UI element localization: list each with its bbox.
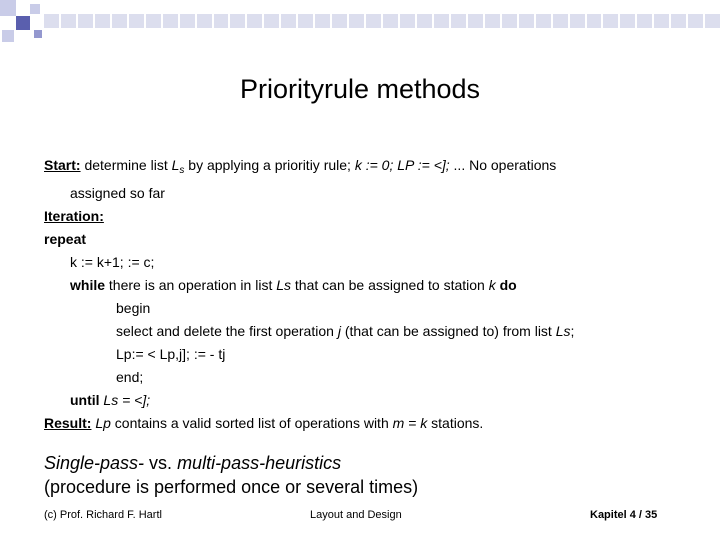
while-line: while there is an operation in list Ls that can be assigned to station k do xyxy=(70,277,517,293)
heuristics-line-1: Single-pass- vs. multi-pass-heuristics xyxy=(44,453,342,473)
heuristics-note xyxy=(44,451,418,499)
heuristics-line-2: (procedure is performed once or several times) xyxy=(44,477,419,497)
k-increment-line: k := k+1; := c; xyxy=(70,254,155,270)
footer-author: (c) Prof. Richard F. Hartl xyxy=(44,509,162,521)
select-line: select and delete the first operation j (that can be assigned to) from list Ls; xyxy=(116,323,575,339)
algorithm-body xyxy=(44,154,684,435)
lp-update-line: Lp:= < Lp,j]; := - tj xyxy=(116,346,226,362)
begin-line: begin xyxy=(116,300,151,316)
repeat-keyword: repeat xyxy=(44,231,87,247)
footer-topic: Layout and Design xyxy=(310,509,402,521)
start-line: Start: determine list $L_s$ by applying a prioritiy rule; k := 0; LP := <]; ... No operations xyxy=(44,157,557,176)
result-line: Result: Lp contains a valid sorted list of operations with m = k stations. xyxy=(44,415,484,431)
corner-square-light xyxy=(0,0,16,16)
end-line: end; xyxy=(116,369,144,385)
corner-square-light-3 xyxy=(2,30,14,42)
slide-title: Priorityrule methods xyxy=(239,74,481,104)
start-continuation: assigned so far xyxy=(70,185,165,201)
footer-page-number: Kapitel 4 / 35 xyxy=(590,509,658,521)
header-band xyxy=(44,14,720,28)
corner-square-light-2 xyxy=(30,4,40,14)
corner-square-dark-2 xyxy=(34,30,42,38)
iteration-label: Iteration: xyxy=(44,208,104,224)
until-line: until Ls = <]; xyxy=(70,392,151,408)
corner-square-dark xyxy=(16,16,30,30)
